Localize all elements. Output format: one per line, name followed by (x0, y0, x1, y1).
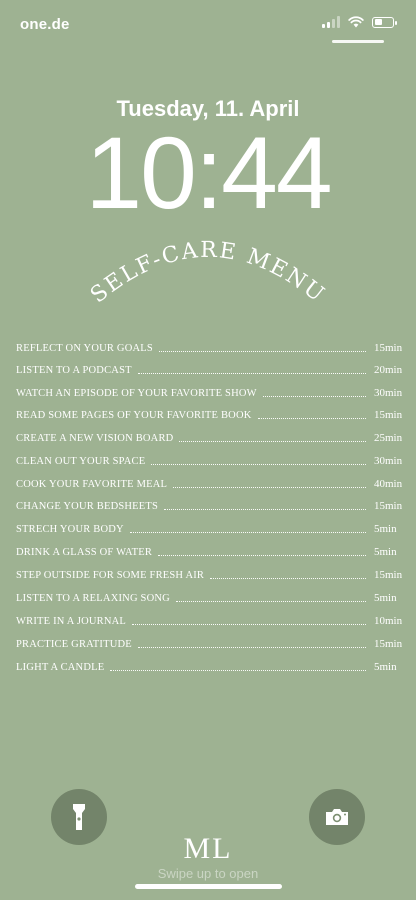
leader-dots (138, 647, 366, 648)
carrier-name: one.de (20, 16, 70, 33)
list-item (16, 496, 406, 512)
camera-icon (324, 807, 350, 827)
flashlight-icon (72, 802, 86, 832)
leader-dots (179, 441, 366, 442)
list-item (16, 338, 406, 354)
home-indicator[interactable] (135, 884, 282, 889)
list-item (16, 474, 406, 490)
list-item (16, 451, 406, 467)
status-bar (0, 0, 416, 50)
lockscreen-date: Tuesday, 11. April (116, 96, 300, 121)
item-duration: 5min (374, 546, 397, 558)
list-item (16, 405, 406, 421)
list-item (16, 428, 406, 444)
leader-dots (210, 578, 366, 579)
item-name: CHANGE YOUR BEDSHEETS (16, 501, 159, 512)
item-name: STRECH YOUR BODY (16, 524, 124, 535)
item-duration: 15min (374, 638, 403, 650)
list-item (16, 611, 406, 627)
item-duration: 30min (374, 455, 403, 467)
item-name: STEP OUTSIDE FOR SOME FRESH AIR (16, 570, 205, 581)
item-duration: 15min (374, 342, 403, 354)
lockscreen-time: 10:44 (85, 116, 331, 230)
item-name: WRITE IN A JOURNAL (16, 616, 127, 627)
list-item (16, 519, 406, 535)
wifi-icon (348, 16, 364, 28)
item-name: CREATE A NEW VISION BOARD (16, 433, 174, 444)
item-name: COOK YOUR FAVORITE MEAL (16, 479, 168, 490)
list-item (16, 542, 406, 558)
list-item (16, 360, 406, 376)
leader-dots (263, 396, 366, 397)
leader-dots (138, 373, 366, 374)
list-item (16, 657, 406, 673)
item-duration: 15min (374, 409, 403, 421)
item-name: LISTEN TO A RELAXING SONG (16, 593, 170, 604)
leader-dots (159, 351, 366, 352)
item-name: READ SOME PAGES OF YOUR FAVORITE BOOK (16, 410, 252, 421)
monogram-logo: ML (183, 832, 233, 865)
menu-title-text: SELF-CARE MENU (86, 237, 330, 309)
item-duration: 20min (374, 364, 403, 376)
item-name: REFLECT ON YOUR GOALS (16, 343, 153, 354)
item-duration: 5min (374, 661, 397, 673)
leader-dots (132, 624, 366, 625)
leader-dots (176, 601, 366, 602)
control-center-indicator[interactable] (332, 40, 384, 43)
leader-dots (164, 509, 366, 510)
item-duration: 5min (374, 592, 397, 604)
leader-dots (130, 532, 366, 533)
leader-dots (151, 464, 366, 465)
item-name: PRACTICE GRATITUDE (16, 639, 132, 650)
item-name: CLEAN OUT YOUR SPACE (16, 456, 146, 467)
item-duration: 30min (374, 387, 403, 399)
list-item (16, 565, 406, 581)
item-duration: 25min (374, 432, 403, 444)
item-name: DRINK A GLASS OF WATER (16, 547, 153, 558)
battery-icon (372, 17, 394, 28)
item-duration: 15min (374, 569, 403, 581)
item-name: LISTEN TO A PODCAST (16, 365, 132, 376)
item-duration: 5min (374, 523, 397, 535)
status-icons (322, 16, 394, 28)
cellular-signal-icon (322, 16, 340, 28)
item-duration: 15min (374, 500, 403, 512)
leader-dots (258, 418, 366, 419)
svg-text:SELF-CARE MENU (86, 238, 330, 308)
list-item (16, 634, 406, 650)
item-duration: 10min (374, 615, 403, 627)
leader-dots (158, 555, 366, 556)
list-item (16, 588, 406, 604)
item-duration: 40min (374, 478, 403, 490)
menu-title (58, 220, 358, 310)
item-name: WATCH AN EPISODE OF YOUR FAVORITE SHOW (16, 388, 257, 399)
item-name: LIGHT A CANDLE (16, 662, 105, 673)
swipe-hint: Swipe up to open (157, 866, 259, 881)
list-item (16, 383, 406, 399)
leader-dots (173, 487, 366, 488)
leader-dots (110, 670, 366, 671)
